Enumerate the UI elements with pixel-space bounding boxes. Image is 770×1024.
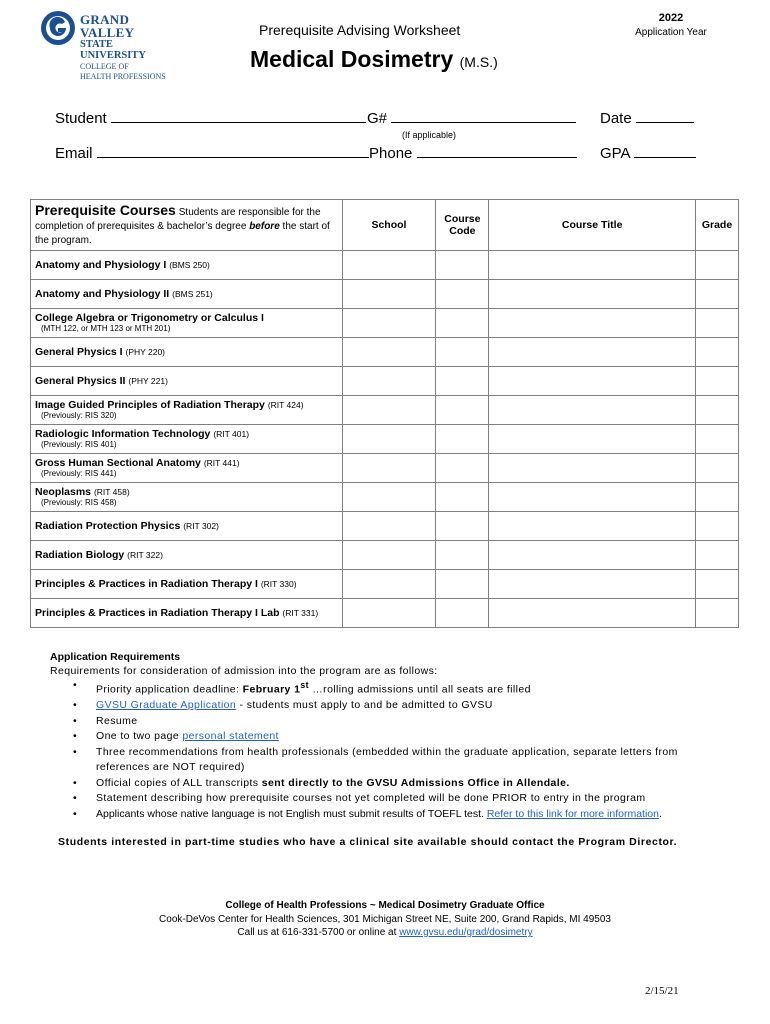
course-cell (31, 454, 343, 483)
page-title (250, 46, 498, 73)
course-name: General Physics I (35, 346, 123, 358)
list-item (50, 714, 730, 730)
bullet-icon: • (73, 792, 78, 804)
transcripts-text: Official copies of ALL transcripts (96, 776, 262, 789)
email-field[interactable] (55, 145, 369, 162)
title-input-cell[interactable] (489, 338, 696, 367)
table-row (31, 396, 739, 425)
course-code: (RIT 401) (213, 429, 250, 439)
school-input-cell[interactable] (342, 425, 436, 454)
code-input-cell[interactable] (436, 425, 489, 454)
grade-input-cell[interactable] (696, 454, 739, 483)
prerequisite-table (30, 199, 739, 628)
phone-label: Phone (369, 145, 413, 162)
school-input-cell[interactable] (342, 309, 436, 338)
table-row (31, 251, 739, 280)
date-line[interactable] (636, 111, 694, 123)
grade-input-cell[interactable] (696, 309, 739, 338)
grade-input-cell[interactable] (696, 396, 739, 425)
course-code: (RIT 424) (267, 400, 304, 410)
bullet-icon: • (73, 776, 78, 789)
email-label: Email (55, 145, 93, 162)
gvsu-application-text: - students must apply to and be admitted to GVSU (236, 699, 493, 711)
grade-input-cell[interactable] (696, 425, 739, 454)
phone-line[interactable] (417, 146, 577, 158)
deadline-suffix: st (300, 680, 309, 690)
student-field[interactable] (55, 110, 366, 127)
school-input-cell[interactable] (342, 541, 436, 570)
table-row (31, 280, 739, 309)
school-input-cell[interactable] (342, 570, 436, 599)
course-code: (RIT 441) (203, 458, 240, 468)
table-row (31, 367, 739, 396)
course-previous-code: (Previously: RIS 441) (41, 469, 117, 478)
course-name: Radiologic Information Technology (35, 428, 211, 440)
table-row (31, 512, 739, 541)
grade-input-cell[interactable] (696, 338, 739, 367)
gpa-field[interactable] (600, 145, 696, 162)
code-input-cell[interactable] (436, 454, 489, 483)
school-input-cell[interactable] (342, 280, 436, 309)
grade-input-cell[interactable] (696, 512, 739, 541)
grade-input-cell[interactable] (696, 541, 739, 570)
resume-text: Resume (96, 714, 138, 727)
school-input-cell[interactable] (342, 599, 436, 628)
course-previous-code: (Previously: RIS 458) (41, 498, 117, 507)
personal-statement-link[interactable]: personal statement (182, 730, 279, 742)
course-cell (31, 367, 343, 396)
title-input-cell[interactable] (489, 541, 696, 570)
title-input-cell[interactable] (489, 425, 696, 454)
code-input-cell[interactable] (436, 396, 489, 425)
grade-input-cell[interactable] (696, 280, 739, 309)
gnumber-note: (If applicable) (402, 130, 457, 140)
revision-date: 2/15/21 (645, 985, 679, 997)
code-input-cell[interactable] (436, 367, 489, 396)
student-line[interactable] (111, 111, 366, 123)
course-name: Radiation Biology (35, 549, 125, 561)
degree-label: (M.S.) (459, 54, 498, 70)
course-code: (RIT 322) (127, 550, 163, 560)
requirements-intro: Requirements for consideration of admission into the program are as follows: (50, 665, 438, 677)
course-cell (31, 599, 343, 628)
bullet-icon: • (73, 745, 78, 758)
course-name: Anatomy and Physiology I (35, 259, 167, 271)
bullet-icon: • (73, 807, 77, 820)
course-code: (BMS 251) (172, 289, 213, 299)
footer (0, 899, 770, 940)
gnumber-field[interactable] (367, 110, 576, 127)
logo-wordmark (80, 13, 170, 81)
worksheet-label: Prerequisite Advising Worksheet (259, 22, 461, 38)
course-name: Gross Human Sectional Anatomy (35, 457, 201, 469)
grade-input-cell[interactable] (696, 570, 739, 599)
date-field[interactable] (600, 110, 694, 127)
logo-line-1: GRAND VALLEY (80, 12, 135, 40)
list-item (50, 698, 730, 714)
table-row (31, 570, 739, 599)
course-code: (RIT 458) (93, 487, 130, 497)
logo-line-3: COLLEGE OF (80, 62, 129, 71)
header-description-cell (31, 200, 343, 251)
course-code: (RIT 331) (282, 608, 319, 618)
code-input-cell[interactable] (436, 570, 489, 599)
col-title-header: Course Title (489, 200, 696, 251)
course-cell (31, 396, 343, 425)
course-name: College Algebra or Trigonometry or Calculus I (35, 312, 264, 324)
list-item (50, 791, 730, 807)
transcripts-bold-text: sent directly to the GVSU Admissions Office in Allendale. (261, 776, 570, 789)
logo-line-2: STATE UNIVERSITY (80, 39, 146, 61)
course-cell (31, 338, 343, 367)
application-year (626, 12, 716, 38)
year-label: Application Year (635, 27, 707, 38)
year-value: 2022 (658, 12, 684, 24)
course-previous-code: (Previously: RIS 401) (41, 440, 117, 449)
list-item (50, 745, 730, 776)
course-name: Anatomy and Physiology II (35, 288, 170, 300)
table-row (31, 483, 739, 512)
footer-office: College of Health Professions ~ Medical Dosimetry Graduate Office (225, 900, 545, 911)
title-input-cell[interactable] (489, 599, 696, 628)
school-input-cell[interactable] (342, 367, 436, 396)
grade-input-cell[interactable] (696, 367, 739, 396)
footer-contact-text: Call us at 616-331-5700 or online at (237, 927, 400, 938)
requirements-list (50, 678, 730, 822)
program-name: Medical Dosimetry (250, 46, 454, 72)
code-input-cell[interactable] (436, 512, 489, 541)
course-code: (RIT 330) (260, 579, 297, 589)
school-input-cell[interactable] (342, 251, 436, 280)
list-item (50, 729, 730, 745)
title-input-cell[interactable] (489, 367, 696, 396)
code-input-cell[interactable] (436, 338, 489, 367)
code-input-cell[interactable] (436, 280, 489, 309)
table-row (31, 599, 739, 628)
title-input-cell[interactable] (489, 454, 696, 483)
course-name: Neoplasms (35, 486, 92, 498)
code-input-cell[interactable] (436, 309, 489, 338)
list-item (50, 807, 730, 823)
table-note-emphasis: before (249, 221, 280, 232)
school-input-cell[interactable] (342, 396, 436, 425)
title-input-cell[interactable] (489, 280, 696, 309)
table-row (31, 425, 739, 454)
course-name: Radiation Protection Physics (35, 520, 181, 532)
code-input-cell[interactable] (436, 541, 489, 570)
toefl-period: . (659, 807, 662, 820)
table-note-part1: Students are responsible for the completion of prerequisites & bachelor’s degree (35, 207, 321, 232)
application-requirements (50, 651, 730, 822)
course-name: Principles & Practices in Radiation Therapy I Lab (35, 607, 280, 619)
course-name: Principles & Practices in Radiation Therapy I (35, 578, 258, 590)
logo-line-4: HEALTH PROFESSIONS (80, 72, 166, 81)
part-time-note: Students interested in part-time studies who have a clinical site available should contact the Program Director. (58, 836, 678, 848)
list-item (50, 776, 730, 792)
footer-address: Cook-DeVos Center for Health Sciences, 301 Michigan Street NE, Suite 200, Grand Rapids, MI 49503 (159, 913, 611, 925)
course-cell (31, 570, 343, 599)
bullet-icon: • (73, 679, 78, 691)
gnumber-label: G# (367, 110, 388, 127)
table-row (31, 454, 739, 483)
course-code: (PHY 220) (125, 347, 166, 357)
course-name: Image Guided Principles of Radiation Therapy (35, 399, 265, 411)
course-cell (31, 280, 343, 309)
gnumber-line[interactable] (391, 111, 576, 123)
footer-contact (0, 926, 770, 940)
table-row (31, 309, 739, 338)
table-header-row (31, 200, 739, 251)
deadline-date: February 1 (242, 683, 301, 696)
list-item (50, 678, 730, 698)
course-code: (PHY 221) (128, 376, 168, 386)
grade-input-cell[interactable] (696, 599, 739, 628)
gvsu-application-link[interactable]: GVSU Graduate Application (96, 699, 237, 711)
col-school-header: School (342, 200, 436, 251)
code-input-cell[interactable] (436, 599, 489, 628)
table-note-part2: the start of the program. (35, 221, 330, 246)
code-input-cell[interactable] (436, 483, 489, 512)
course-name: General Physics II (35, 375, 126, 387)
course-cell (31, 251, 343, 280)
school-input-cell[interactable] (342, 512, 436, 541)
requirements-title: Application Requirements (50, 651, 181, 663)
course-cell (31, 309, 343, 338)
email-line[interactable] (97, 146, 369, 158)
course-cell (31, 425, 343, 454)
title-input-cell[interactable] (489, 251, 696, 280)
footer-website-link[interactable]: www.gvsu.edu/grad/dosimetry (399, 927, 533, 938)
course-code: (RIT 302) (183, 521, 219, 531)
title-input-cell[interactable] (489, 570, 696, 599)
date-label: Date (600, 110, 632, 127)
bullet-icon: • (73, 714, 78, 727)
col-grade-header: Grade (696, 200, 739, 251)
school-input-cell[interactable] (342, 483, 436, 512)
table-row (31, 338, 739, 367)
course-previous-code: (Previously: RIS 320) (41, 411, 117, 420)
student-label: Student (55, 110, 107, 127)
prereq-statement-text: Statement describing how prerequisite courses not yet completed will be done PRIOR to entry in the program (96, 792, 646, 804)
school-input-cell[interactable] (342, 338, 436, 367)
phone-field[interactable] (369, 145, 577, 162)
title-input-cell[interactable] (489, 512, 696, 541)
deadline-note: …rolling admissions until all seats are filled (308, 683, 531, 696)
grade-input-cell[interactable] (696, 483, 739, 512)
title-input-cell[interactable] (489, 309, 696, 338)
gpa-label: GPA (600, 145, 630, 162)
code-input-cell[interactable] (436, 251, 489, 280)
toefl-info-link[interactable]: Refer to this link for more information (486, 807, 659, 820)
gvsu-logo (40, 10, 170, 81)
title-input-cell[interactable] (489, 483, 696, 512)
course-previous-code: (MTH 122, or MTH 123 or MTH 201) (41, 324, 171, 333)
col-code-header: Course Code (436, 200, 489, 251)
toefl-text: Applicants whose native language is not English must submit results of TOEFL test. (96, 807, 487, 820)
gvsu-emblem-icon (40, 10, 76, 46)
statement-text: One to two page (96, 730, 183, 742)
course-code: (BMS 250) (169, 260, 210, 270)
bullet-icon: • (73, 699, 78, 711)
bullet-icon: • (73, 730, 78, 742)
gpa-line[interactable] (634, 146, 696, 158)
course-cell (31, 512, 343, 541)
grade-input-cell[interactable] (696, 251, 739, 280)
course-cell (31, 541, 343, 570)
course-cell (31, 483, 343, 512)
title-input-cell[interactable] (489, 396, 696, 425)
deadline-text: Priority application deadline: (96, 683, 243, 696)
recommendations-text: Three recommendations from health professionals (embedded within the graduate application, separate letters from references are NOT required) (96, 745, 678, 773)
school-input-cell[interactable] (342, 454, 436, 483)
table-title: Prerequisite Courses (35, 202, 176, 218)
table-row (31, 541, 739, 570)
